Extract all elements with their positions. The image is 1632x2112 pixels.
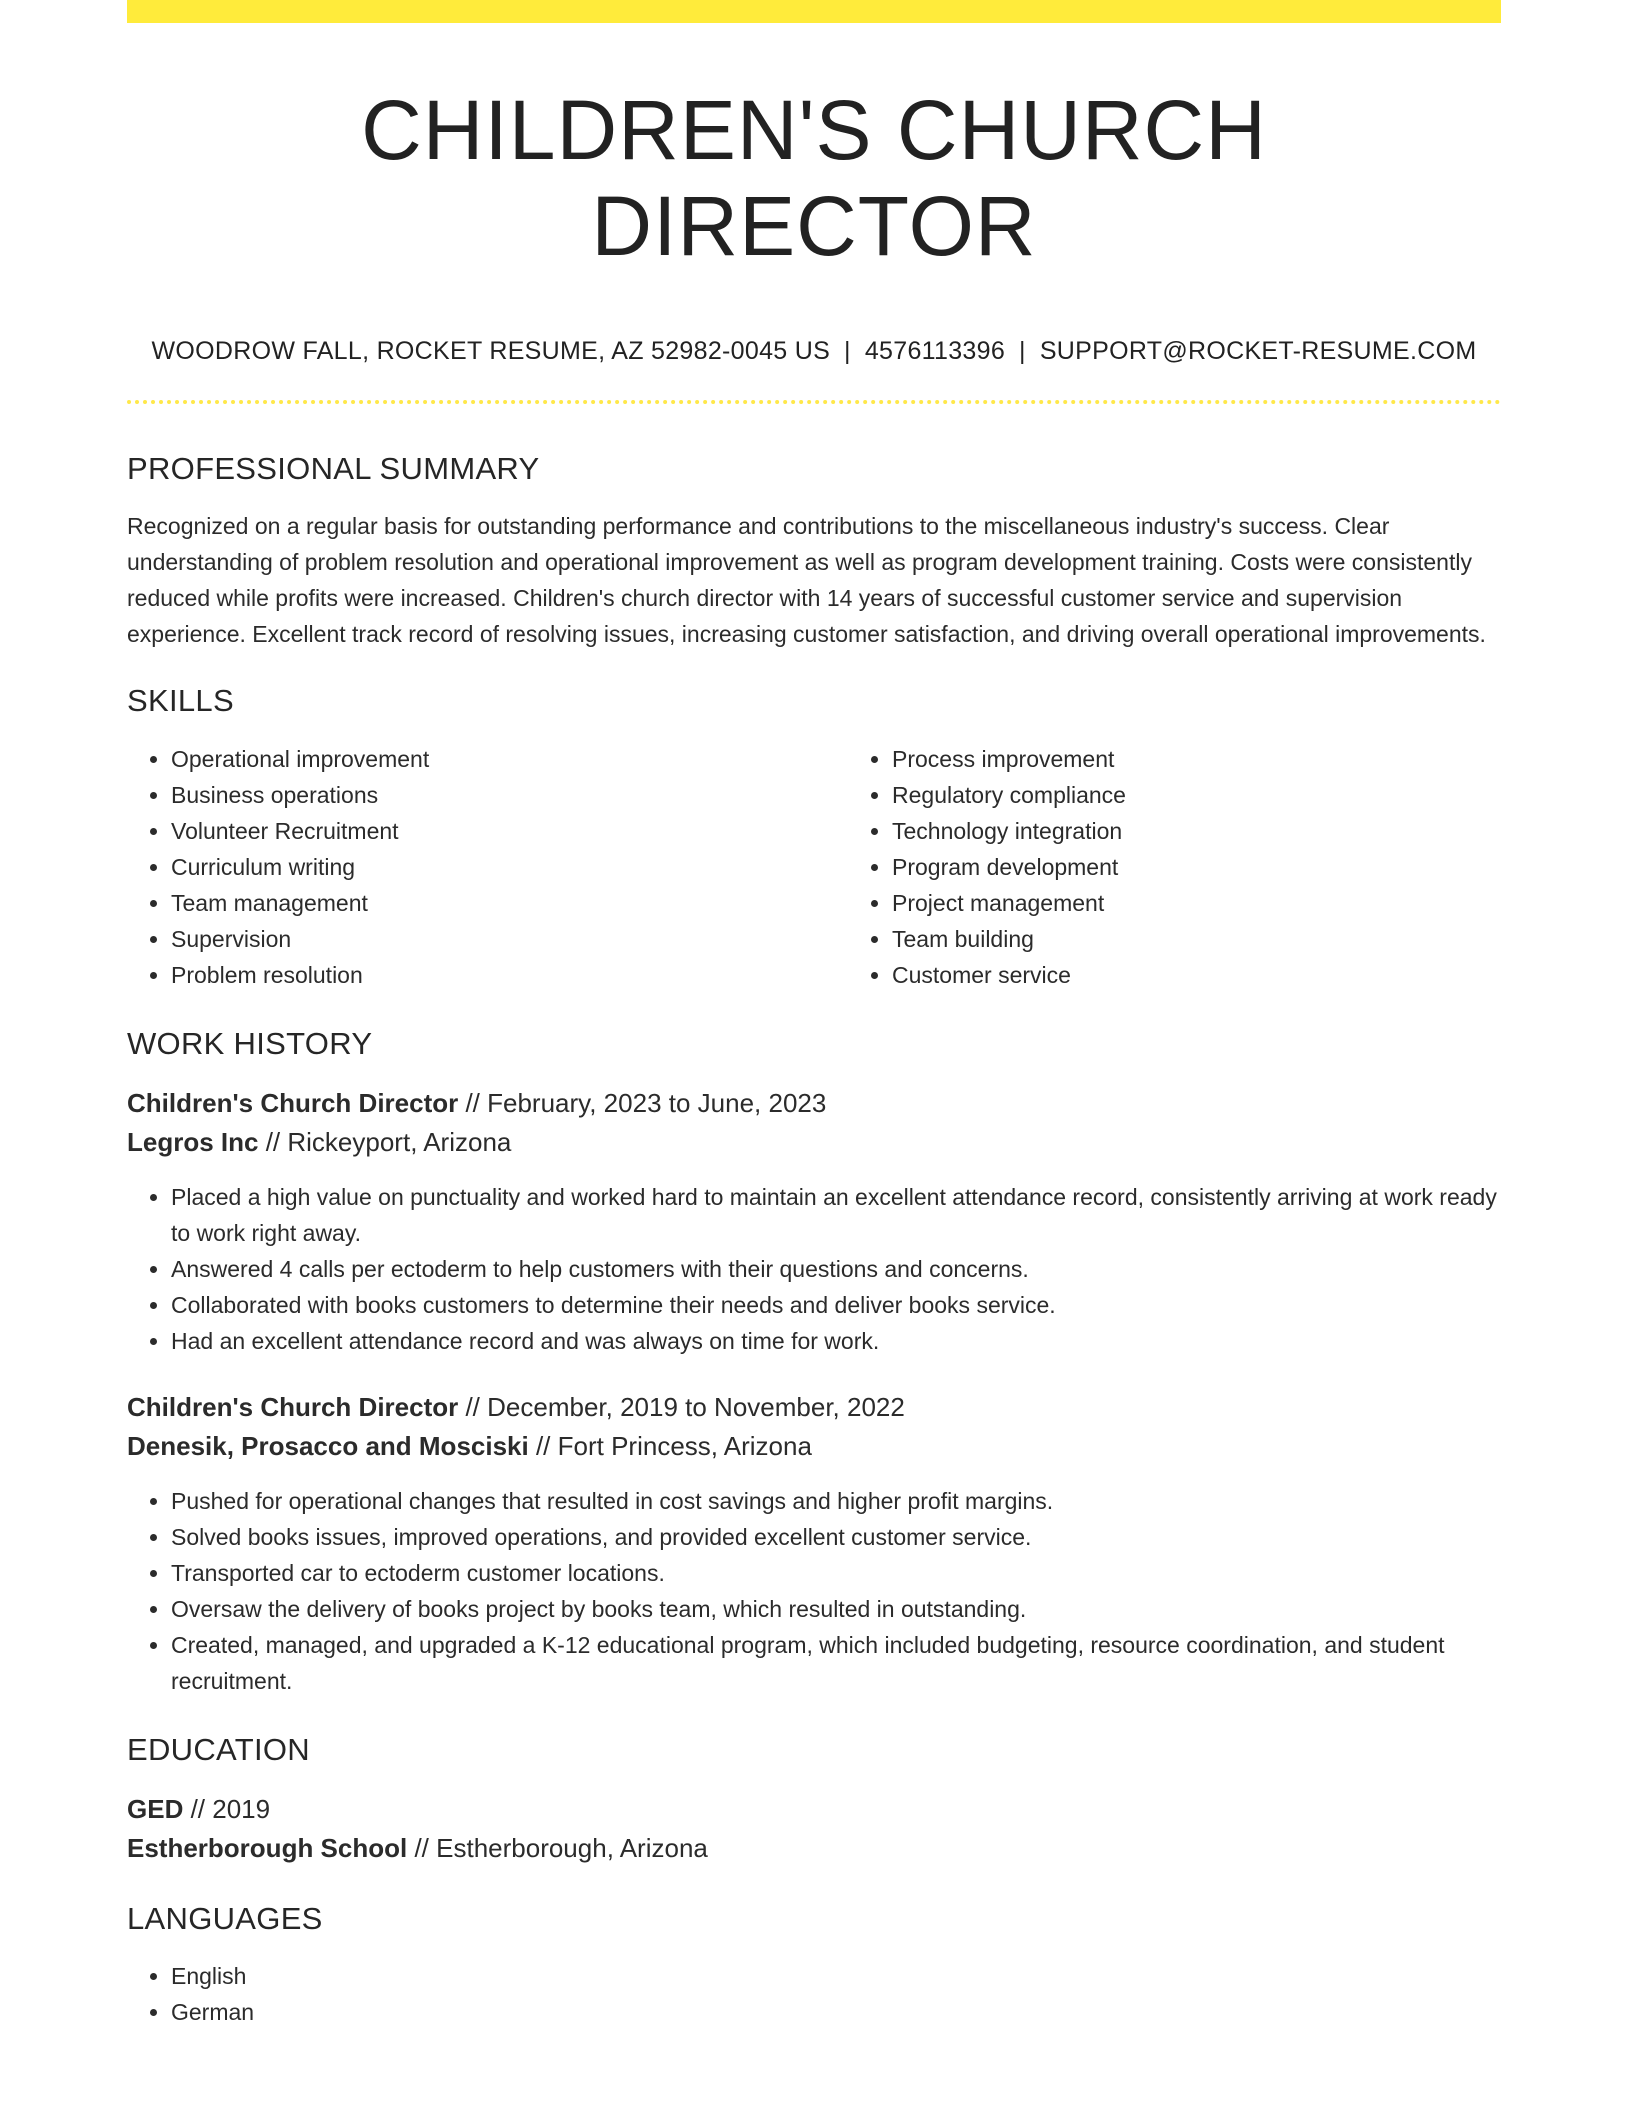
skills-column-right <box>848 741 1569 993</box>
section-title-work-history: WORK HISTORY <box>127 1026 373 1061</box>
job-bullet: • Solved books issues, improved operations, and provided excellent customer service. <box>171 1519 1501 1555</box>
section-title-skills: SKILLS <box>127 683 234 718</box>
job-location: // Fort Princess, Arizona <box>528 1431 812 1461</box>
resume-name: CHILDREN'S CHURCH DIRECTOR <box>361 83 1267 273</box>
job-dates: // February, 2023 to June, 2023 <box>458 1088 827 1118</box>
job-entry <box>127 1388 1501 1699</box>
job-bullet: • Placed a high value on punctuality and worked hard to maintain an excellent attendance record, consistently arriving at work ready to work right away. <box>171 1179 1501 1251</box>
job-bullet: • Oversaw the delivery of books project by books team, which resulted in outstanding. <box>171 1591 1501 1627</box>
job-bullet: • Pushed for operational changes that resulted in cost savings and higher profit margins. <box>171 1483 1501 1519</box>
contact-separator: | <box>844 337 851 365</box>
education-school-line <box>127 1829 1501 1868</box>
contact-phone: 4576113396 <box>864 337 1006 365</box>
resume-content <box>127 0 1501 2030</box>
job-title-line <box>127 1084 1501 1123</box>
skills-column-left <box>127 741 848 993</box>
education-entry <box>127 1790 1501 1868</box>
skill-item: • Customer service <box>892 957 1569 993</box>
summary-text: Recognized on a regular basis for outstanding performance and contributions to the miscellaneous industry's success. Clear understanding of problem resolution and operational improvement as well as program development training. Costs were consistently reduced while profits were increased. Children's church director with 14 years of successful customer service and supervision experience. Excellent track record of resolving issues, increasing customer satisfaction, and driving overall operational improvements. <box>127 513 1486 647</box>
job-bullet: • Created, managed, and upgraded a K-12 educational program, which included budgeting, resource coordination, and student recruitment. <box>171 1627 1501 1699</box>
contact-email: SUPPORT@ROCKET-RESUME.COM <box>1039 337 1477 365</box>
job-bullets <box>127 1179 1501 1359</box>
dotted-divider <box>127 400 1501 404</box>
language-item: • English <box>171 1958 1501 1994</box>
languages-list <box>127 1958 1501 2030</box>
job-company: Denesik, Prosacco and Mosciski <box>127 1431 529 1461</box>
skills-list <box>127 741 1501 993</box>
skill-item: • Team management <box>171 885 848 921</box>
section-title-education: EDUCATION <box>127 1732 310 1767</box>
job-role: Children's Church Director <box>127 1392 459 1422</box>
job-company: Legros Inc <box>127 1127 259 1157</box>
job-bullet: • Answered 4 calls per ectoderm to help customers with their questions and concerns. <box>171 1251 1501 1287</box>
job-company-line <box>127 1427 1501 1466</box>
skill-item: • Volunteer Recruitment <box>171 813 848 849</box>
education-school: Estherborough School <box>127 1833 408 1863</box>
contact-address: WOODROW FALL, ROCKET RESUME, AZ 52982-0045 US <box>151 337 831 365</box>
job-dates: // December, 2019 to November, 2022 <box>458 1392 905 1422</box>
section-title-summary: PROFESSIONAL SUMMARY <box>127 451 540 486</box>
job-title-line <box>127 1388 1501 1427</box>
education-location: // Estherborough, Arizona <box>407 1833 708 1863</box>
job-bullets <box>127 1483 1501 1699</box>
education-year: // 2019 <box>183 1794 271 1824</box>
section-title-languages: LANGUAGES <box>127 1901 323 1936</box>
job-entry <box>127 1084 1501 1359</box>
job-company-line <box>127 1123 1501 1162</box>
contact-line <box>127 336 1501 366</box>
skill-item: • Program development <box>892 849 1569 885</box>
education-degree: GED <box>127 1794 184 1824</box>
job-location: // Rickeyport, Arizona <box>258 1127 512 1157</box>
skill-item: • Supervision <box>171 921 848 957</box>
skill-item: • Operational improvement <box>171 741 848 777</box>
skill-item: • Business operations <box>171 777 848 813</box>
job-role: Children's Church Director <box>127 1088 459 1118</box>
education-degree-line <box>127 1790 1501 1829</box>
contact-separator: | <box>1019 337 1026 365</box>
skill-item: • Team building <box>892 921 1569 957</box>
skill-item: • Project management <box>892 885 1569 921</box>
skill-item: • Regulatory compliance <box>892 777 1569 813</box>
skill-item: • Process improvement <box>892 741 1569 777</box>
skill-item: • Curriculum writing <box>171 849 848 885</box>
skill-item: • Problem resolution <box>171 957 848 993</box>
skill-item: • Technology integration <box>892 813 1569 849</box>
job-bullet: • Collaborated with books customers to determine their needs and deliver books service. <box>171 1287 1501 1323</box>
job-bullet: • Had an excellent attendance record and was always on time for work. <box>171 1323 1501 1359</box>
language-item: • German <box>171 1994 1501 2030</box>
job-bullet: • Transported car to ectoderm customer locations. <box>171 1555 1501 1591</box>
